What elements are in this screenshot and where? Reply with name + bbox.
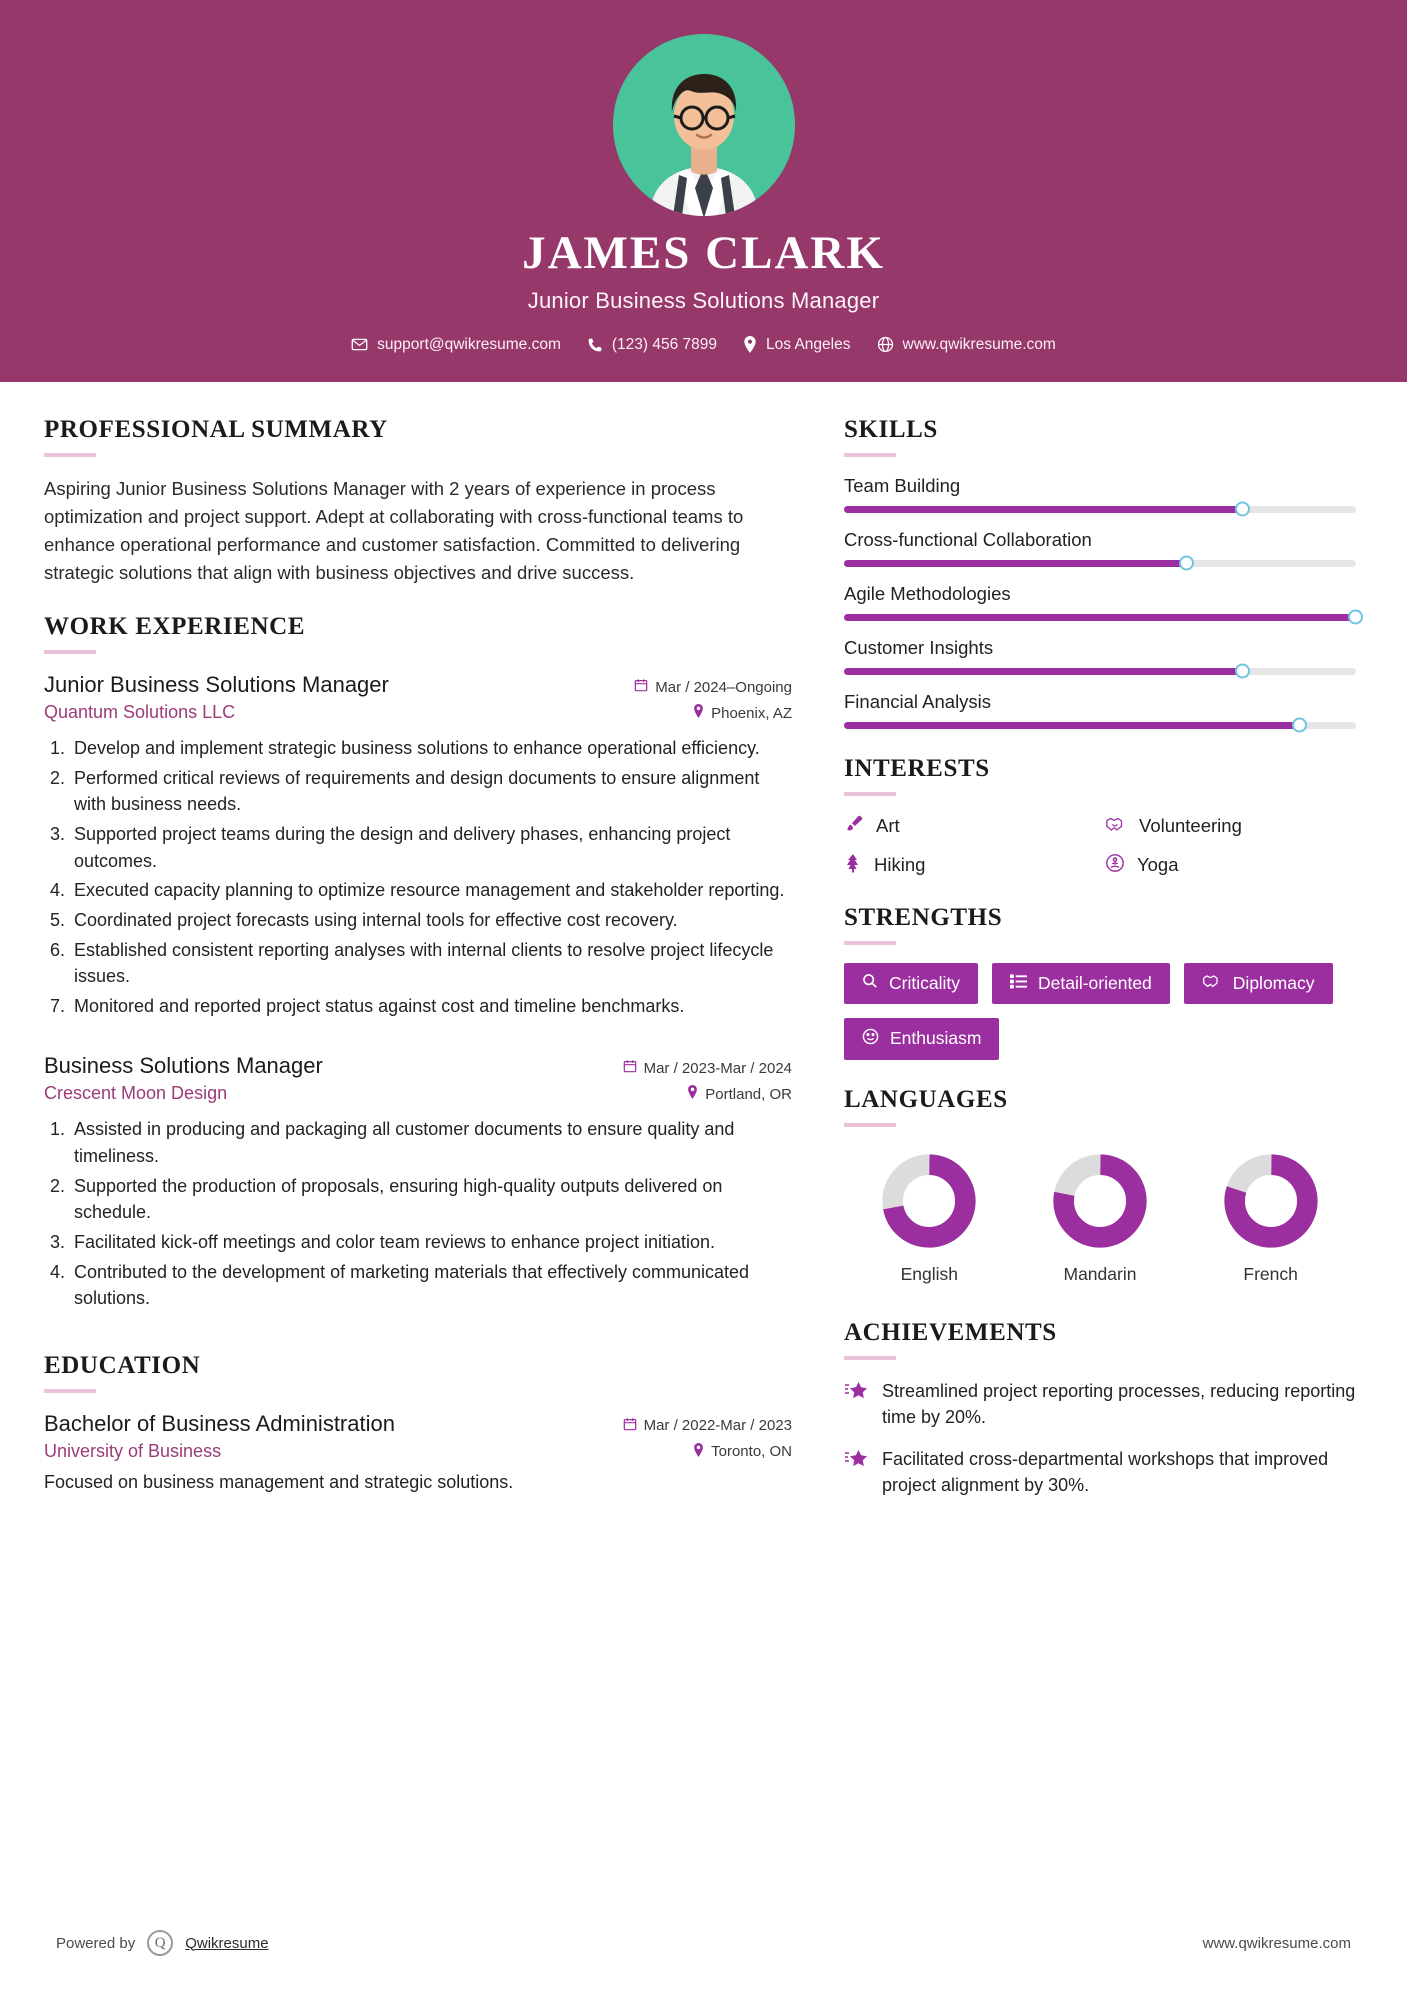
- education-dates: [623, 1417, 792, 1435]
- heading-rule: [844, 1123, 896, 1127]
- location-icon: [743, 336, 757, 353]
- skill-label: Financial Analysis: [844, 690, 992, 712]
- language-donut: [1223, 1153, 1319, 1249]
- language-donut: [1052, 1153, 1148, 1249]
- summary-text: Aspiring Junior Business Solutions Manager with 2 years of experience in process optimization and project support. Adept at collaborating with cross-functional teams to enhance operational performance and customer satisfaction. Committed to delivering strategic solutions that align with business objectives and drive success.: [44, 477, 744, 584]
- job-location-text: Portland, OR: [705, 1085, 792, 1103]
- list-icon: [1010, 973, 1027, 994]
- heading-rule: [844, 453, 896, 457]
- job-bullets: [70, 1116, 792, 1311]
- interest-label: Hiking: [874, 854, 926, 876]
- list-item: 3. Facilitated kick-off meetings and color team reviews to enhance project initiation.: [70, 1229, 792, 1256]
- skill-bar-knob: [1292, 718, 1307, 733]
- job-dates: [634, 678, 792, 696]
- powered-by: [56, 1930, 269, 1956]
- contact-phone[interactable]: [579, 336, 725, 354]
- powered-by-label: Powered by: [56, 1934, 136, 1952]
- phone-icon: [587, 337, 603, 353]
- handshake-icon: [1202, 973, 1222, 994]
- list-item: 4. Executed capacity planning to optimize resource management and stakeholder reporting.: [70, 877, 792, 904]
- skill-bar-knob: [1235, 502, 1250, 517]
- strengths-heading: STRENGTHS: [844, 903, 1003, 931]
- list-item: 1. Develop and implement strategic business solutions to enhance operational efficiency.: [70, 735, 792, 762]
- summary-heading: PROFESSIONAL SUMMARY: [44, 415, 388, 443]
- skill-bar: [844, 560, 1356, 567]
- pin-icon: [693, 1443, 704, 1461]
- interest-item: [844, 853, 1095, 878]
- skill-bar-fill: [844, 506, 1243, 513]
- star-badge-icon: [844, 1446, 868, 1498]
- yoga-icon: [1105, 853, 1125, 878]
- strength-label: Diplomacy: [1232, 972, 1315, 993]
- interest-item: [844, 814, 1095, 839]
- heading-rule: [844, 1356, 896, 1360]
- avatar-illustration: [613, 34, 795, 216]
- section-professional-summary: [44, 416, 792, 587]
- job-role: Business Solutions Manager: [44, 1053, 323, 1079]
- skill-bar: [844, 506, 1356, 513]
- languages-heading: LANGUAGES: [844, 1085, 1008, 1113]
- skill-label: Team Building: [844, 474, 961, 496]
- language-label: Mandarin: [1063, 1263, 1137, 1284]
- list-item: 2. Supported the production of proposals, ensuring high-quality outputs delivered on schedule.: [70, 1173, 792, 1226]
- job-role: Junior Business Solutions Manager: [44, 672, 389, 698]
- language-label: English: [900, 1263, 959, 1284]
- skill-label: Cross-functional Collaboration: [844, 528, 1092, 550]
- contact-website[interactable]: [869, 336, 1064, 354]
- experience-heading: WORK EXPERIENCE: [44, 613, 306, 641]
- strength-label: Enthusiasm: [890, 1028, 982, 1049]
- contact-phone-text: (123) 456 7899: [611, 335, 718, 353]
- footer-website[interactable]: www.qwikresume.com: [1202, 1934, 1351, 1952]
- section-skills: [844, 416, 1356, 729]
- language-label: French: [1243, 1263, 1298, 1284]
- section-strengths: [844, 904, 1356, 1060]
- education-degree: Bachelor of Business Administration: [44, 1410, 395, 1436]
- job-location: [693, 704, 792, 722]
- heading-rule: [44, 453, 96, 457]
- job-company: Quantum Solutions LLC: [44, 702, 236, 723]
- heading-rule: [844, 792, 896, 796]
- contact-location[interactable]: [735, 336, 858, 354]
- smiley-icon: [862, 1028, 879, 1050]
- contact-location-text: Los Angeles: [766, 335, 851, 353]
- section-interests: [844, 755, 1356, 878]
- contact-email-text: support@qwikresume.com: [377, 335, 561, 353]
- heading-rule: [844, 941, 896, 945]
- language-donut: [881, 1153, 977, 1249]
- achievement-text: Facilitated cross-departmental workshops that improved project alignment by 30%.: [882, 1448, 1329, 1495]
- calendar-icon: [623, 1417, 637, 1435]
- section-languages: [844, 1086, 1356, 1285]
- skills-heading: SKILLS: [844, 415, 938, 443]
- skill-bar-fill: [844, 614, 1356, 621]
- list-item: 2. Performed critical reviews of requirements and design documents to ensure alignment with business needs.: [70, 765, 792, 818]
- skill-bar-knob: [1348, 610, 1363, 625]
- heading-rule: [44, 1389, 96, 1393]
- job-location-text: Phoenix, AZ: [711, 704, 792, 722]
- achievement-item: [844, 1446, 1356, 1498]
- job-dates-text: Mar / 2023-Mar / 2024: [643, 1059, 792, 1077]
- job-dates: [623, 1059, 792, 1077]
- strength-label: Criticality: [889, 972, 960, 993]
- contact-row: [0, 336, 1407, 354]
- tree-icon: [844, 853, 862, 878]
- paintbrush-icon: [844, 814, 864, 839]
- section-education: [44, 1352, 792, 1493]
- page-title: JAMES CLARK: [522, 227, 885, 279]
- strength-label: Detail-oriented: [1037, 972, 1152, 993]
- interest-label: Yoga: [1137, 854, 1179, 876]
- page-footer: [0, 1930, 1407, 1956]
- language-item: [881, 1153, 977, 1285]
- skill-item: [844, 475, 1356, 513]
- achievement-text: Streamlined project reporting processes, reducing reporting time by 20%.: [882, 1380, 1356, 1427]
- list-item: 1. Assisted in producing and packaging all customer documents to ensure quality and timeliness.: [70, 1116, 792, 1169]
- language-item: [1223, 1153, 1319, 1285]
- interest-label: Art: [876, 815, 900, 837]
- contact-website-text: www.qwikresume.com: [902, 335, 1056, 353]
- calendar-icon: [634, 678, 648, 696]
- skill-item: [844, 529, 1356, 567]
- section-achievements: [844, 1319, 1356, 1498]
- magnifier-icon: [862, 973, 878, 994]
- skill-item: [844, 637, 1356, 675]
- strength-chip: [992, 963, 1170, 1004]
- list-item: 4. Contributed to the development of marketing materials that effectively communicated solutions.: [70, 1259, 792, 1312]
- right-column: [844, 416, 1356, 1524]
- avatar: [613, 34, 795, 216]
- language-item: [1052, 1153, 1148, 1285]
- education-item: [44, 1411, 792, 1493]
- education-location: [693, 1443, 792, 1461]
- job-dates-text: Mar / 2024–Ongoing: [655, 678, 792, 696]
- strength-chip: [844, 1018, 999, 1060]
- interests-heading: INTERESTS: [844, 754, 990, 782]
- header-job-title: Junior Business Solutions Manager: [527, 287, 880, 313]
- strength-chip: [844, 963, 978, 1004]
- brand-link[interactable]: Qwikresume: [185, 1934, 269, 1952]
- skill-item: [844, 583, 1356, 621]
- left-column: [44, 416, 792, 1519]
- skill-bar-fill: [844, 668, 1243, 675]
- strength-chip: [1184, 963, 1333, 1004]
- job-company: Crescent Moon Design: [44, 1083, 228, 1104]
- job-location: [687, 1085, 792, 1103]
- section-work-experience: [44, 613, 792, 1312]
- achievement-item: [844, 1378, 1356, 1430]
- skill-label: Customer Insights: [844, 636, 994, 658]
- skill-bar-knob: [1235, 664, 1250, 679]
- education-dates-text: Mar / 2022-Mar / 2023: [643, 1417, 792, 1435]
- skill-item: [844, 691, 1356, 729]
- list-item: 6. Established consistent reporting analyses with internal clients to resolve project lifecycle issues.: [70, 937, 792, 990]
- skill-bar: [844, 668, 1356, 675]
- skill-label: Agile Methodologies: [844, 582, 1011, 604]
- qwikresume-logo-icon: Q: [147, 1930, 173, 1956]
- handshake-icon: [1105, 814, 1127, 839]
- interest-item: [1105, 814, 1356, 839]
- globe-icon: [877, 336, 894, 353]
- pin-icon: [693, 704, 704, 722]
- mail-icon: [351, 336, 368, 353]
- skill-bar-fill: [844, 560, 1187, 567]
- list-item: 5. Coordinated project forecasts using internal tools for effective cost recovery.: [70, 907, 792, 934]
- star-badge-icon: [844, 1378, 868, 1430]
- skill-bar-fill: [844, 722, 1300, 729]
- heading-rule: [44, 650, 96, 654]
- interest-item: [1105, 853, 1356, 878]
- experience-item: [44, 1053, 792, 1311]
- skill-bar-knob: [1179, 556, 1194, 571]
- list-item: 3. Supported project teams during the design and delivery phases, enhancing project outcomes.: [70, 821, 792, 874]
- list-item: 7. Monitored and reported project status against cost and timeline benchmarks.: [70, 993, 792, 1020]
- interest-label: Volunteering: [1139, 815, 1242, 837]
- calendar-icon: [623, 1059, 637, 1077]
- education-school: University of Business: [44, 1440, 222, 1461]
- education-heading: EDUCATION: [44, 1351, 201, 1379]
- resume-body: [0, 382, 1407, 1544]
- education-location-text: Toronto, ON: [711, 1443, 792, 1461]
- pin-icon: [687, 1085, 698, 1103]
- job-bullets: [70, 735, 792, 1019]
- contact-email[interactable]: [343, 336, 569, 354]
- skill-bar: [844, 614, 1356, 621]
- education-description: Focused on business management and strategic solutions.: [44, 1471, 514, 1492]
- achievements-heading: ACHIEVEMENTS: [844, 1318, 1057, 1346]
- resume-header: [0, 0, 1407, 382]
- experience-item: [44, 672, 792, 1019]
- skill-bar: [844, 722, 1356, 729]
